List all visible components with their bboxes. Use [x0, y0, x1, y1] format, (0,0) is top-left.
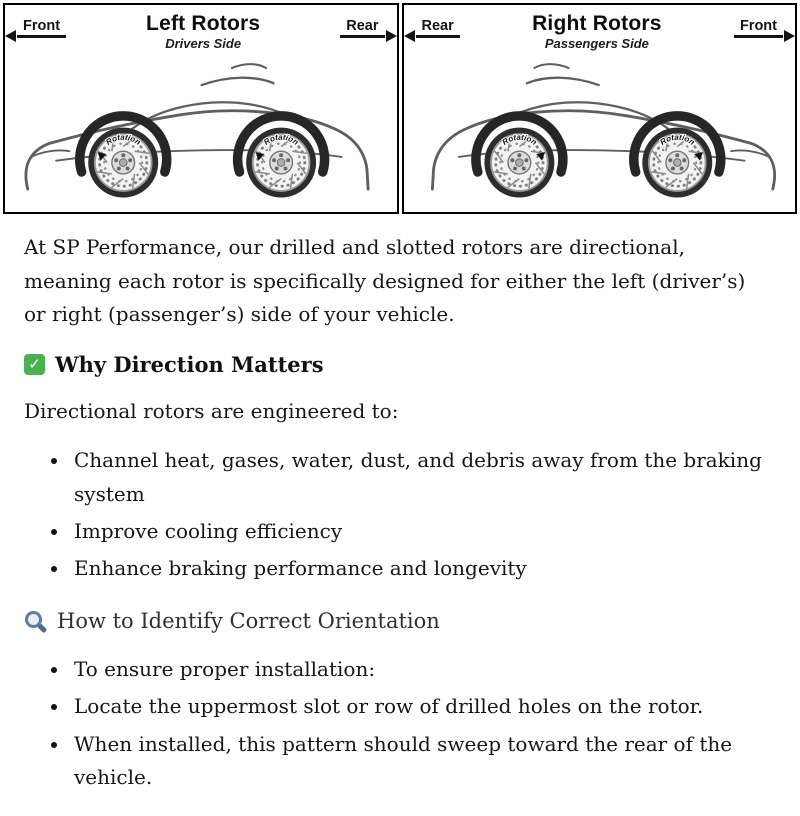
- car-body-lineart: [26, 64, 368, 189]
- rotation-label: Rotation: [499, 132, 538, 147]
- front-arrow-label: Front: [17, 18, 66, 38]
- front-arrow-label: Front: [734, 18, 783, 38]
- left-panel-header: [5, 5, 397, 51]
- green-check-icon: ✓: [24, 354, 45, 375]
- article-body: [0, 214, 800, 816]
- right-rotors-panel: [402, 3, 798, 214]
- benefit-item: • Enhance braking performance and longevity: [70, 552, 772, 585]
- heading-text: How to Identify Correct Orientation: [57, 609, 440, 634]
- rear-arrow-label: Rear: [416, 18, 460, 38]
- car-body-lineart: [432, 64, 774, 189]
- left-car-illustration: [5, 51, 397, 207]
- why-direction-matters-heading: [24, 352, 772, 377]
- installation-item: • To ensure proper installation:: [70, 653, 772, 686]
- front-wheel: [88, 127, 158, 197]
- engineered-lead: Directional rotors are engineered to:: [24, 398, 399, 423]
- magnifier-icon: [24, 610, 47, 633]
- panel-title: Right Rotors: [532, 12, 662, 35]
- intro-paragraph: At SP Performance, our drilled and slotted rotors are directional, meaning each rotor is specifically designed for either the left (driver’s) or right (passenger’s) side of your vehicle.: [24, 235, 746, 327]
- benefit-item: • Improve cooling efficiency: [70, 515, 772, 548]
- right-panel-header: [404, 5, 796, 51]
- benefit-item: • Channel heat, gases, water, dust, and debris away from the braking system: [70, 444, 772, 510]
- installation-list: [24, 653, 772, 794]
- rear-wheel: [484, 127, 554, 197]
- left-rotors-panel: [3, 3, 399, 214]
- installation-item: • When installed, this pattern should sweep toward the rear of the vehicle.: [70, 728, 772, 794]
- right-car-illustration: [404, 51, 796, 207]
- rotation-label: Rotation: [104, 132, 143, 147]
- identify-orientation-heading: [24, 609, 772, 633]
- front-wheel: [642, 127, 712, 197]
- rear-wheel: [246, 127, 316, 197]
- panel-subtitle: Passengers Side: [544, 36, 649, 52]
- rotation-label: Rotation: [262, 132, 301, 147]
- rotation-label: Rotation: [657, 132, 696, 147]
- panel-subtitle: Drivers Side: [165, 36, 242, 52]
- rear-arrow-label: Rear: [340, 18, 384, 38]
- installation-item: • Locate the uppermost slot or row of drilled holes on the rotor.: [70, 690, 772, 723]
- rotor-direction-diagram: [0, 0, 800, 214]
- heading-text: Why Direction Matters: [55, 351, 324, 377]
- panel-title: Left Rotors: [146, 12, 261, 35]
- benefits-list: [24, 444, 772, 585]
